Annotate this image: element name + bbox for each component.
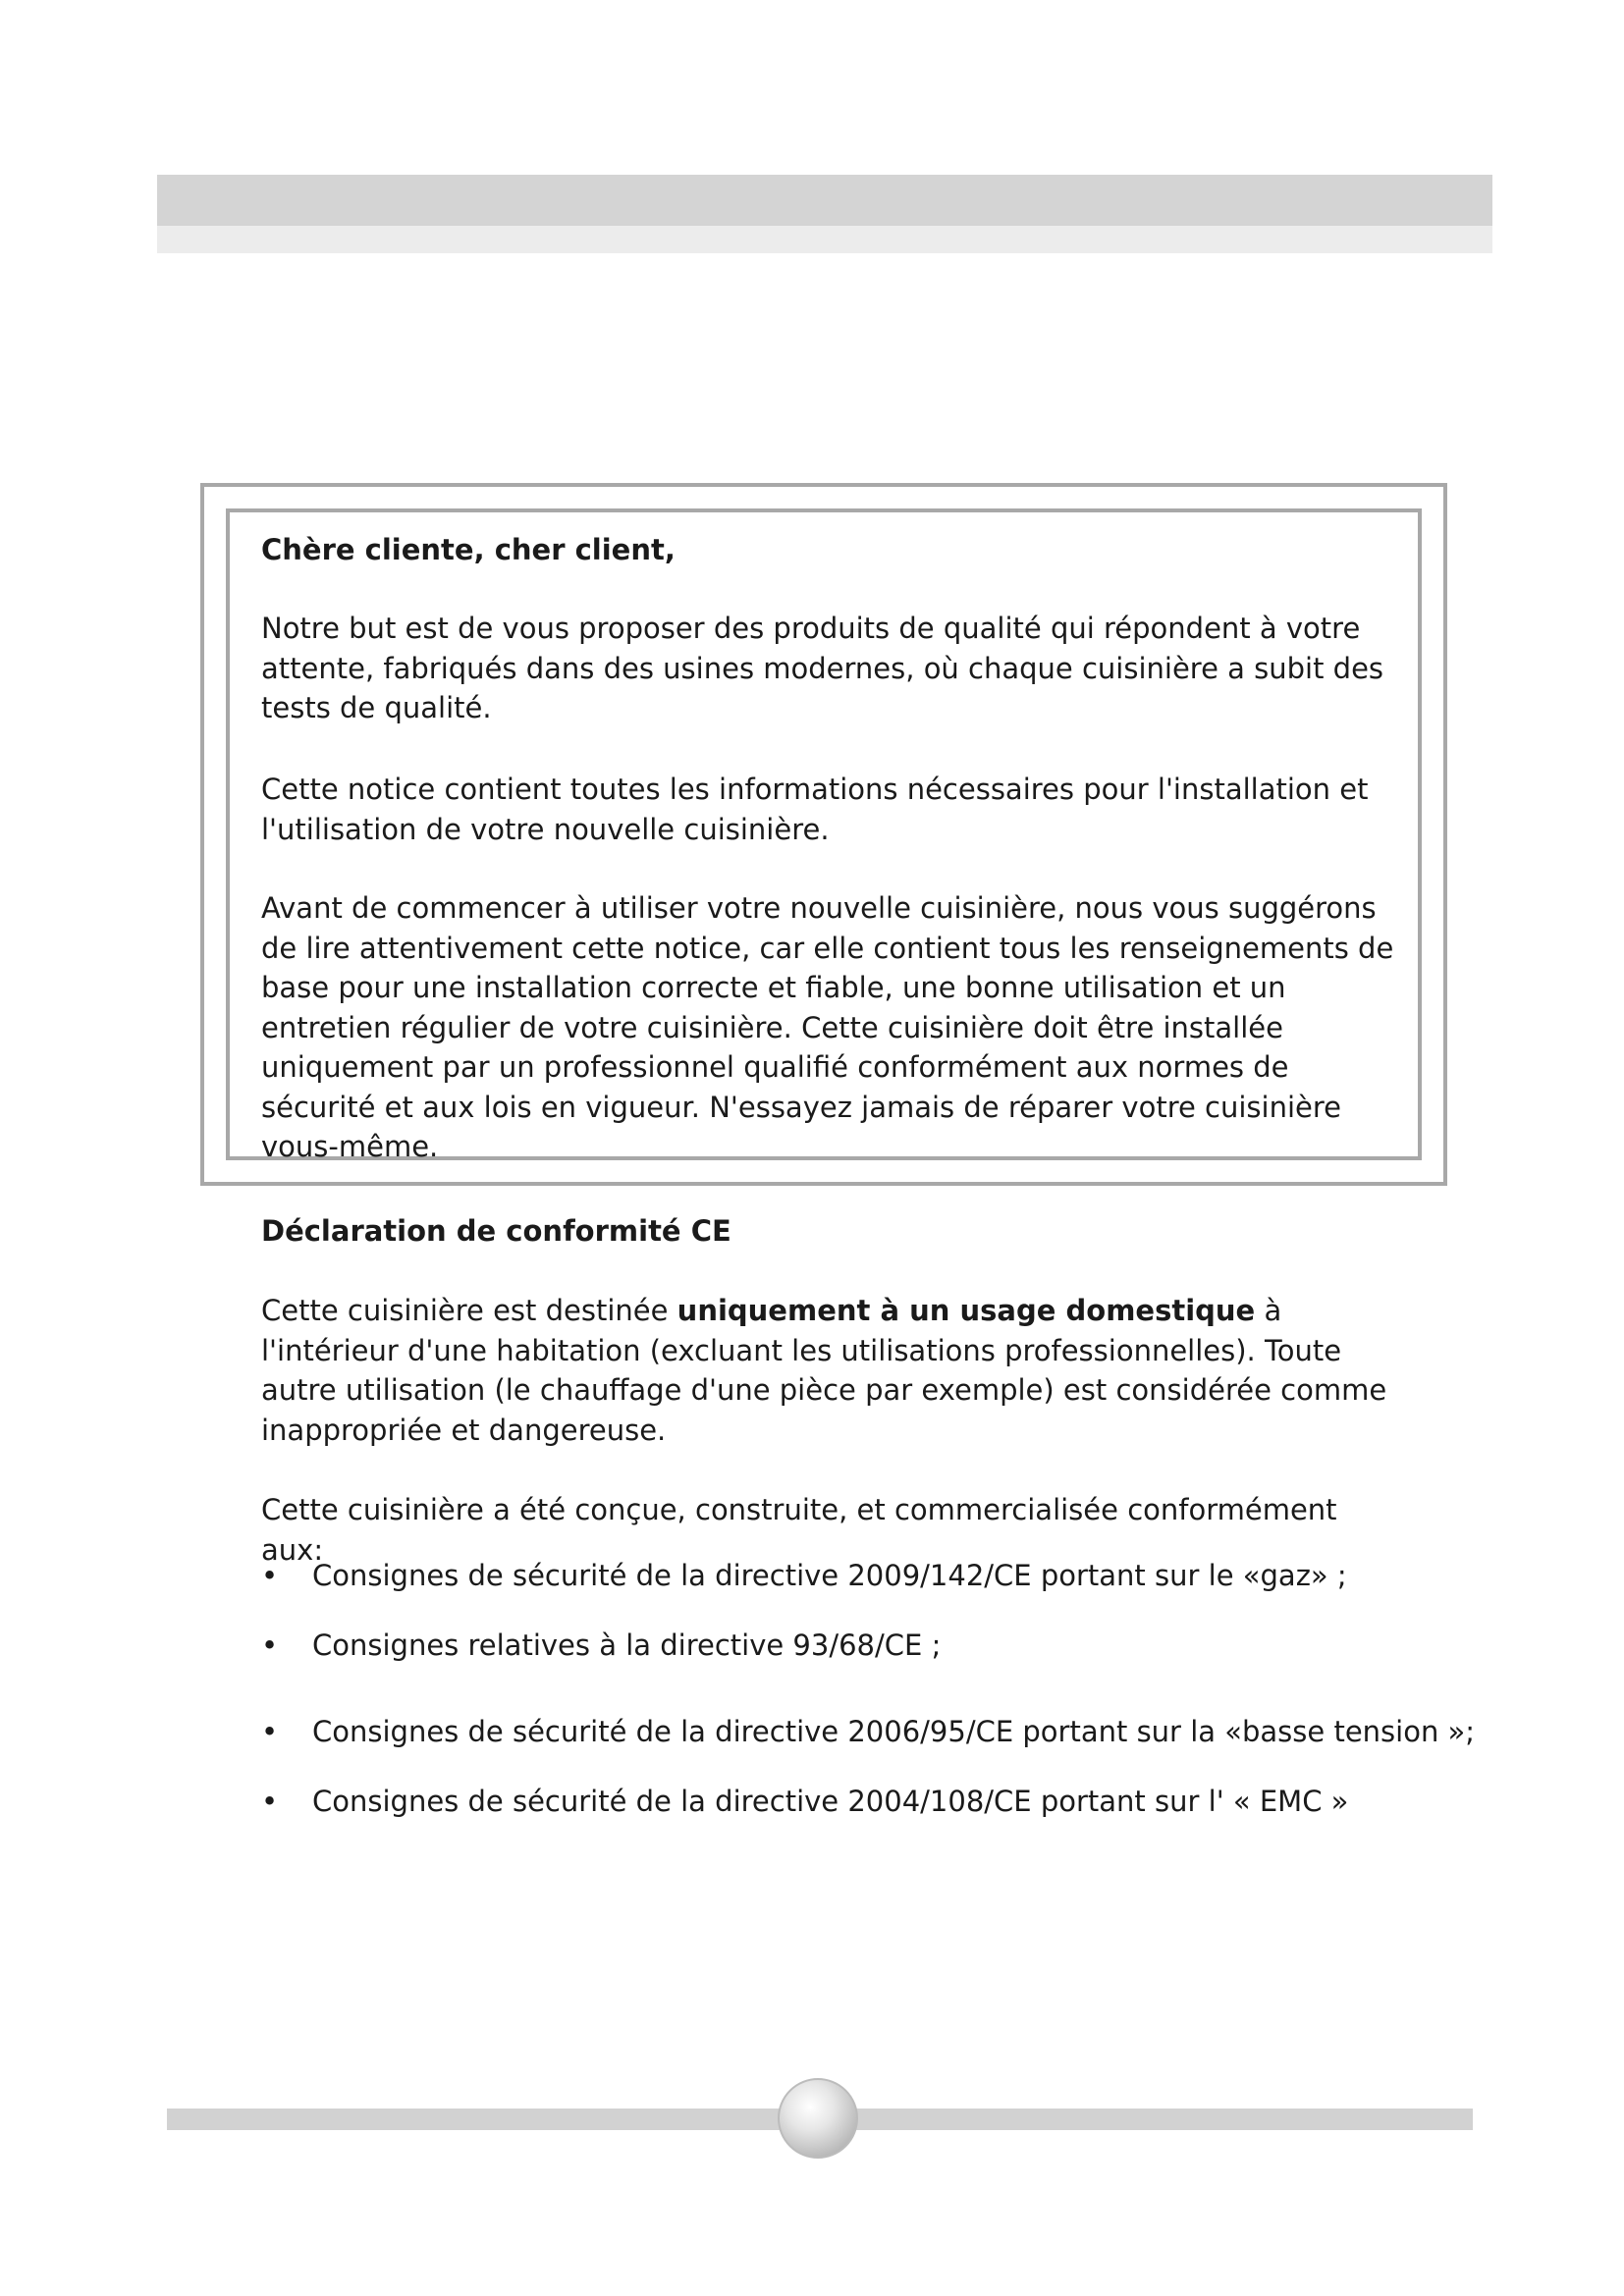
- conformity-paragraph-2: Cette cuisinière a été conçue, construite, et commercialisée conformément aux:: [261, 1493, 1337, 1567]
- directive-text: Consignes de sécurité de la directive 2009/142/CE portant sur le «gaz» ;: [312, 1559, 1347, 1592]
- directive-text: Consignes de sécurité de la directive 2006/95/CE portant sur la «basse tension »;: [312, 1715, 1476, 1748]
- header-band: [157, 175, 1492, 253]
- notice-paragraph-2: Cette notice contient toutes les informations nécessaires pour l'installation et l'utilisation de votre nouvelle cuisinière.: [261, 773, 1369, 846]
- bullet-icon: •: [261, 1715, 279, 1748]
- header-band-top: [157, 175, 1492, 226]
- header-band-bottom: [157, 226, 1492, 253]
- notice-paragraph-3: Avant de commencer à utiliser votre nouvelle cuisinière, nous vous suggérons de lire attentivement cette notice, car elle contient tous les renseignements de base pour une installation correcte et fiable, une bonne utilisation et un entretien régulier de votre cuisinière. Cette cuisinière doit être installée uniquement par un professionnel qualifié conformément aux normes de sécurité et aux lois en vigueur. N'essayez jamais de réparer votre cuisinière vous-même.: [261, 891, 1394, 1163]
- directive-text: Consignes relatives à la directive 93/68/CE ;: [312, 1629, 942, 1662]
- conformity-paragraph-1-start: Cette cuisinière est destinée: [261, 1294, 677, 1327]
- bullet-icon: •: [261, 1559, 279, 1592]
- conformity-paragraph-1: [261, 1291, 1400, 1450]
- footer-circle-ornament: [778, 2078, 858, 2159]
- notice-greeting: Chère cliente, cher client,: [261, 533, 676, 566]
- notice-paragraph-1: Notre but est de vous proposer des produits de qualité qui répondent à votre attente, fabriqués dans des usines modernes, où chaque cuisinière a subit des tests de qualité.: [261, 612, 1384, 724]
- conformity-paragraph-1-emphasis: uniquement à un usage domestique: [677, 1294, 1256, 1327]
- bullet-icon: •: [261, 1629, 279, 1662]
- conformity-title: Déclaration de conformité CE: [261, 1214, 731, 1248]
- bullet-icon: •: [261, 1785, 279, 1818]
- directive-text: Consignes de sécurité de la directive 2004/108/CE portant sur l' « EMC »: [312, 1785, 1349, 1818]
- conformity-paragraph-1-end: à l'intérieur d'une habitation (excluant les utilisations professionnelles). Toute autre utilisation (le chauffage d'une pièce par exemple) est considérée comme inappropriée et dangereuse.: [261, 1294, 1387, 1447]
